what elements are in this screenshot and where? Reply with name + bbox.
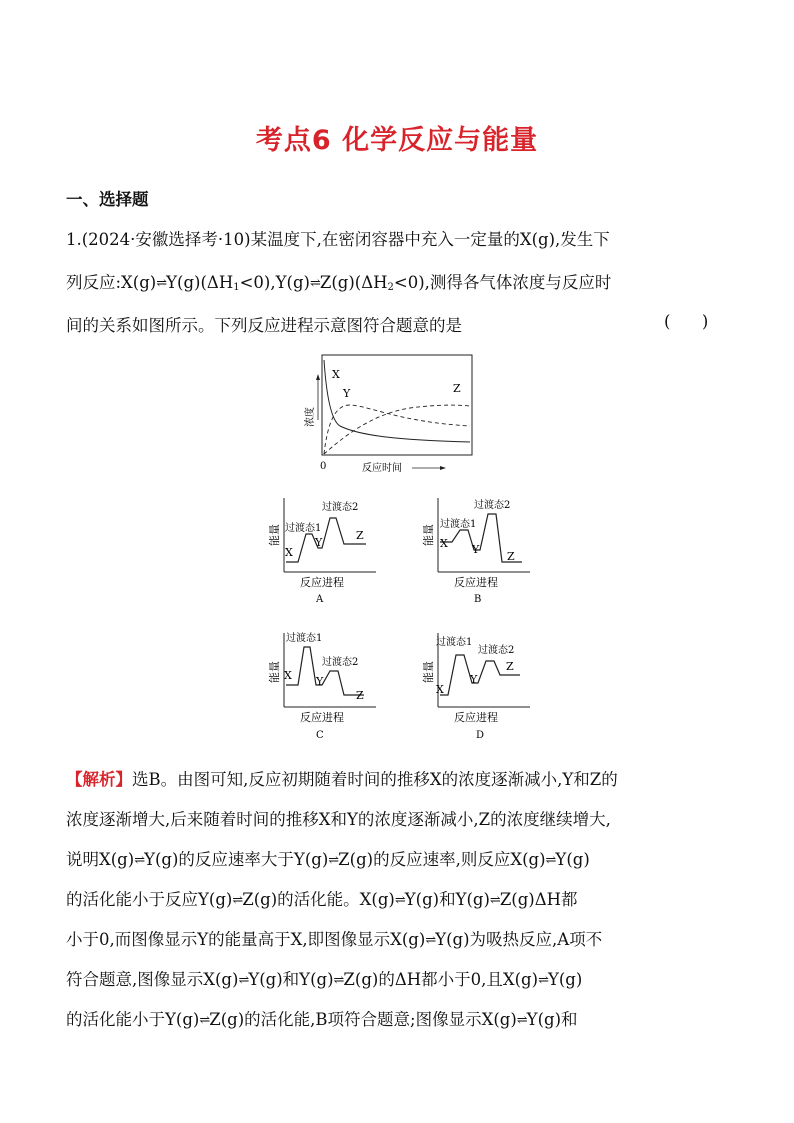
- concentration-time-graph: [300, 350, 480, 475]
- question-line-2: 列反应:X(g)⇌ $Y(g)(\Delta H_1<0),Y(g)\rightleftharpoons$ $Z(g)(\Delta H_2<0)$,测得各气体浓度与反应时: [66, 273, 612, 293]
- svg-text:A: A: [316, 594, 324, 605]
- svg-text:反应进程: 反应进程: [454, 576, 498, 589]
- explanation-line-4: 的活化能小于反应Y(g)⇌ Z(g)的活化能。X(g)⇌ Y(g)和Y(g)⇌ Z(g)ΔH都: [66, 890, 578, 909]
- svg-text:X: X: [440, 537, 448, 550]
- svg-text:能量: 能量: [422, 524, 435, 546]
- svg-text:过渡态2: 过渡态2: [474, 500, 511, 511]
- explanation-tag: 【解析】: [66, 770, 132, 789]
- curve-z: [324, 405, 470, 454]
- svg-text:能量: 能量: [268, 661, 281, 683]
- energy-diagram-a: [264, 490, 384, 605]
- curve-x: [324, 360, 470, 442]
- conc-ylabel: 浓度: [305, 407, 316, 427]
- svg-text:过渡态1: 过渡态1: [436, 637, 473, 648]
- conc-label-y: Y: [343, 387, 351, 400]
- question-line-3: 间的关系如图所示。下列反应进程示意图符合题意的是: [66, 316, 462, 335]
- page-title: 考点6 化学反应与能量: [255, 125, 539, 156]
- svg-text:Z: Z: [356, 529, 364, 542]
- svg-text:X: X: [284, 669, 292, 682]
- energy-diagram-b: [418, 490, 538, 605]
- explanation-line-5: 小于0,而图像显示Y的能量高于X,即图像显示X(g)⇌ Y(g)为吸热反应,A项不: [66, 930, 603, 949]
- svg-text:反应进程: 反应进程: [300, 576, 344, 589]
- svg-text:能量: 能量: [422, 661, 435, 683]
- energy-diagram-c: [264, 625, 384, 740]
- svg-text:B: B: [474, 594, 482, 605]
- svg-text:反应进程: 反应进程: [454, 711, 498, 724]
- svg-text:过渡态1: 过渡态1: [285, 523, 322, 534]
- equilibrium-arrow-icon: ⇌: [156, 276, 165, 291]
- svg-text:Y: Y: [316, 675, 324, 688]
- answer-blank: ( ): [664, 312, 709, 331]
- svg-text:Y: Y: [315, 536, 323, 549]
- svg-text:X: X: [285, 546, 293, 559]
- explanation-line-7: 的活化能小于Y(g)⇌ Z(g)的活化能,B项符合题意;图像显示X(g)⇌ Y(g)和: [66, 1010, 578, 1029]
- energy-diagram-d: [418, 625, 538, 740]
- explanation-line-1: 【解析】选B。由图可知,反应初期随着时间的推移X的浓度逐渐减小,Y和Z的: [66, 770, 618, 789]
- conc-label-z: Z: [453, 382, 461, 395]
- svg-text:Y: Y: [472, 543, 480, 556]
- svg-text:过渡态2: 过渡态2: [322, 657, 359, 668]
- svg-text:D: D: [476, 730, 485, 740]
- curve-y: [324, 405, 470, 454]
- equilibrium-arrow-icon: ⇌: [309, 276, 318, 291]
- section-heading: 一、选择题: [66, 190, 149, 209]
- conc-origin: 0: [320, 461, 327, 472]
- svg-text:Z: Z: [356, 689, 364, 702]
- svg-text:过渡态1: 过渡态1: [440, 519, 477, 530]
- explanation-line-6: 符合题意,图像显示X(g)⇌ Y(g)和Y(g)⇌ Z(g)的ΔH都小于0,且X(g)⇌ Y(g): [66, 970, 583, 989]
- question-line-1: 1.(2024·安徽选择考·10)某温度下,在密闭容器中充入一定量的X(g),发生下: [66, 230, 610, 249]
- svg-text:Z: Z: [507, 550, 515, 563]
- svg-text:Z: Z: [506, 660, 514, 673]
- svg-text:X: X: [436, 683, 444, 696]
- svg-text:C: C: [316, 730, 324, 740]
- svg-text:反应进程: 反应进程: [300, 711, 344, 724]
- svg-text:过渡态2: 过渡态2: [322, 502, 359, 513]
- svg-text:过渡态1: 过渡态1: [286, 633, 323, 644]
- conc-label-x: X: [332, 368, 340, 381]
- svg-text:Y: Y: [470, 673, 478, 686]
- svg-text:能量: 能量: [268, 524, 281, 546]
- explanation-line-2: 浓度逐渐增大,后来随着时间的推移X和Y的浓度逐渐减小,Z的浓度继续增大,: [66, 810, 611, 829]
- explanation-line-3: 说明X(g)⇌ Y(g)的反应速率大于Y(g)⇌ Z(g)的反应速率,则反应X(g)⇌ Y(g): [66, 850, 590, 869]
- svg-text:过渡态2: 过渡态2: [478, 645, 515, 656]
- conc-xlabel: 反应时间: [362, 463, 402, 474]
